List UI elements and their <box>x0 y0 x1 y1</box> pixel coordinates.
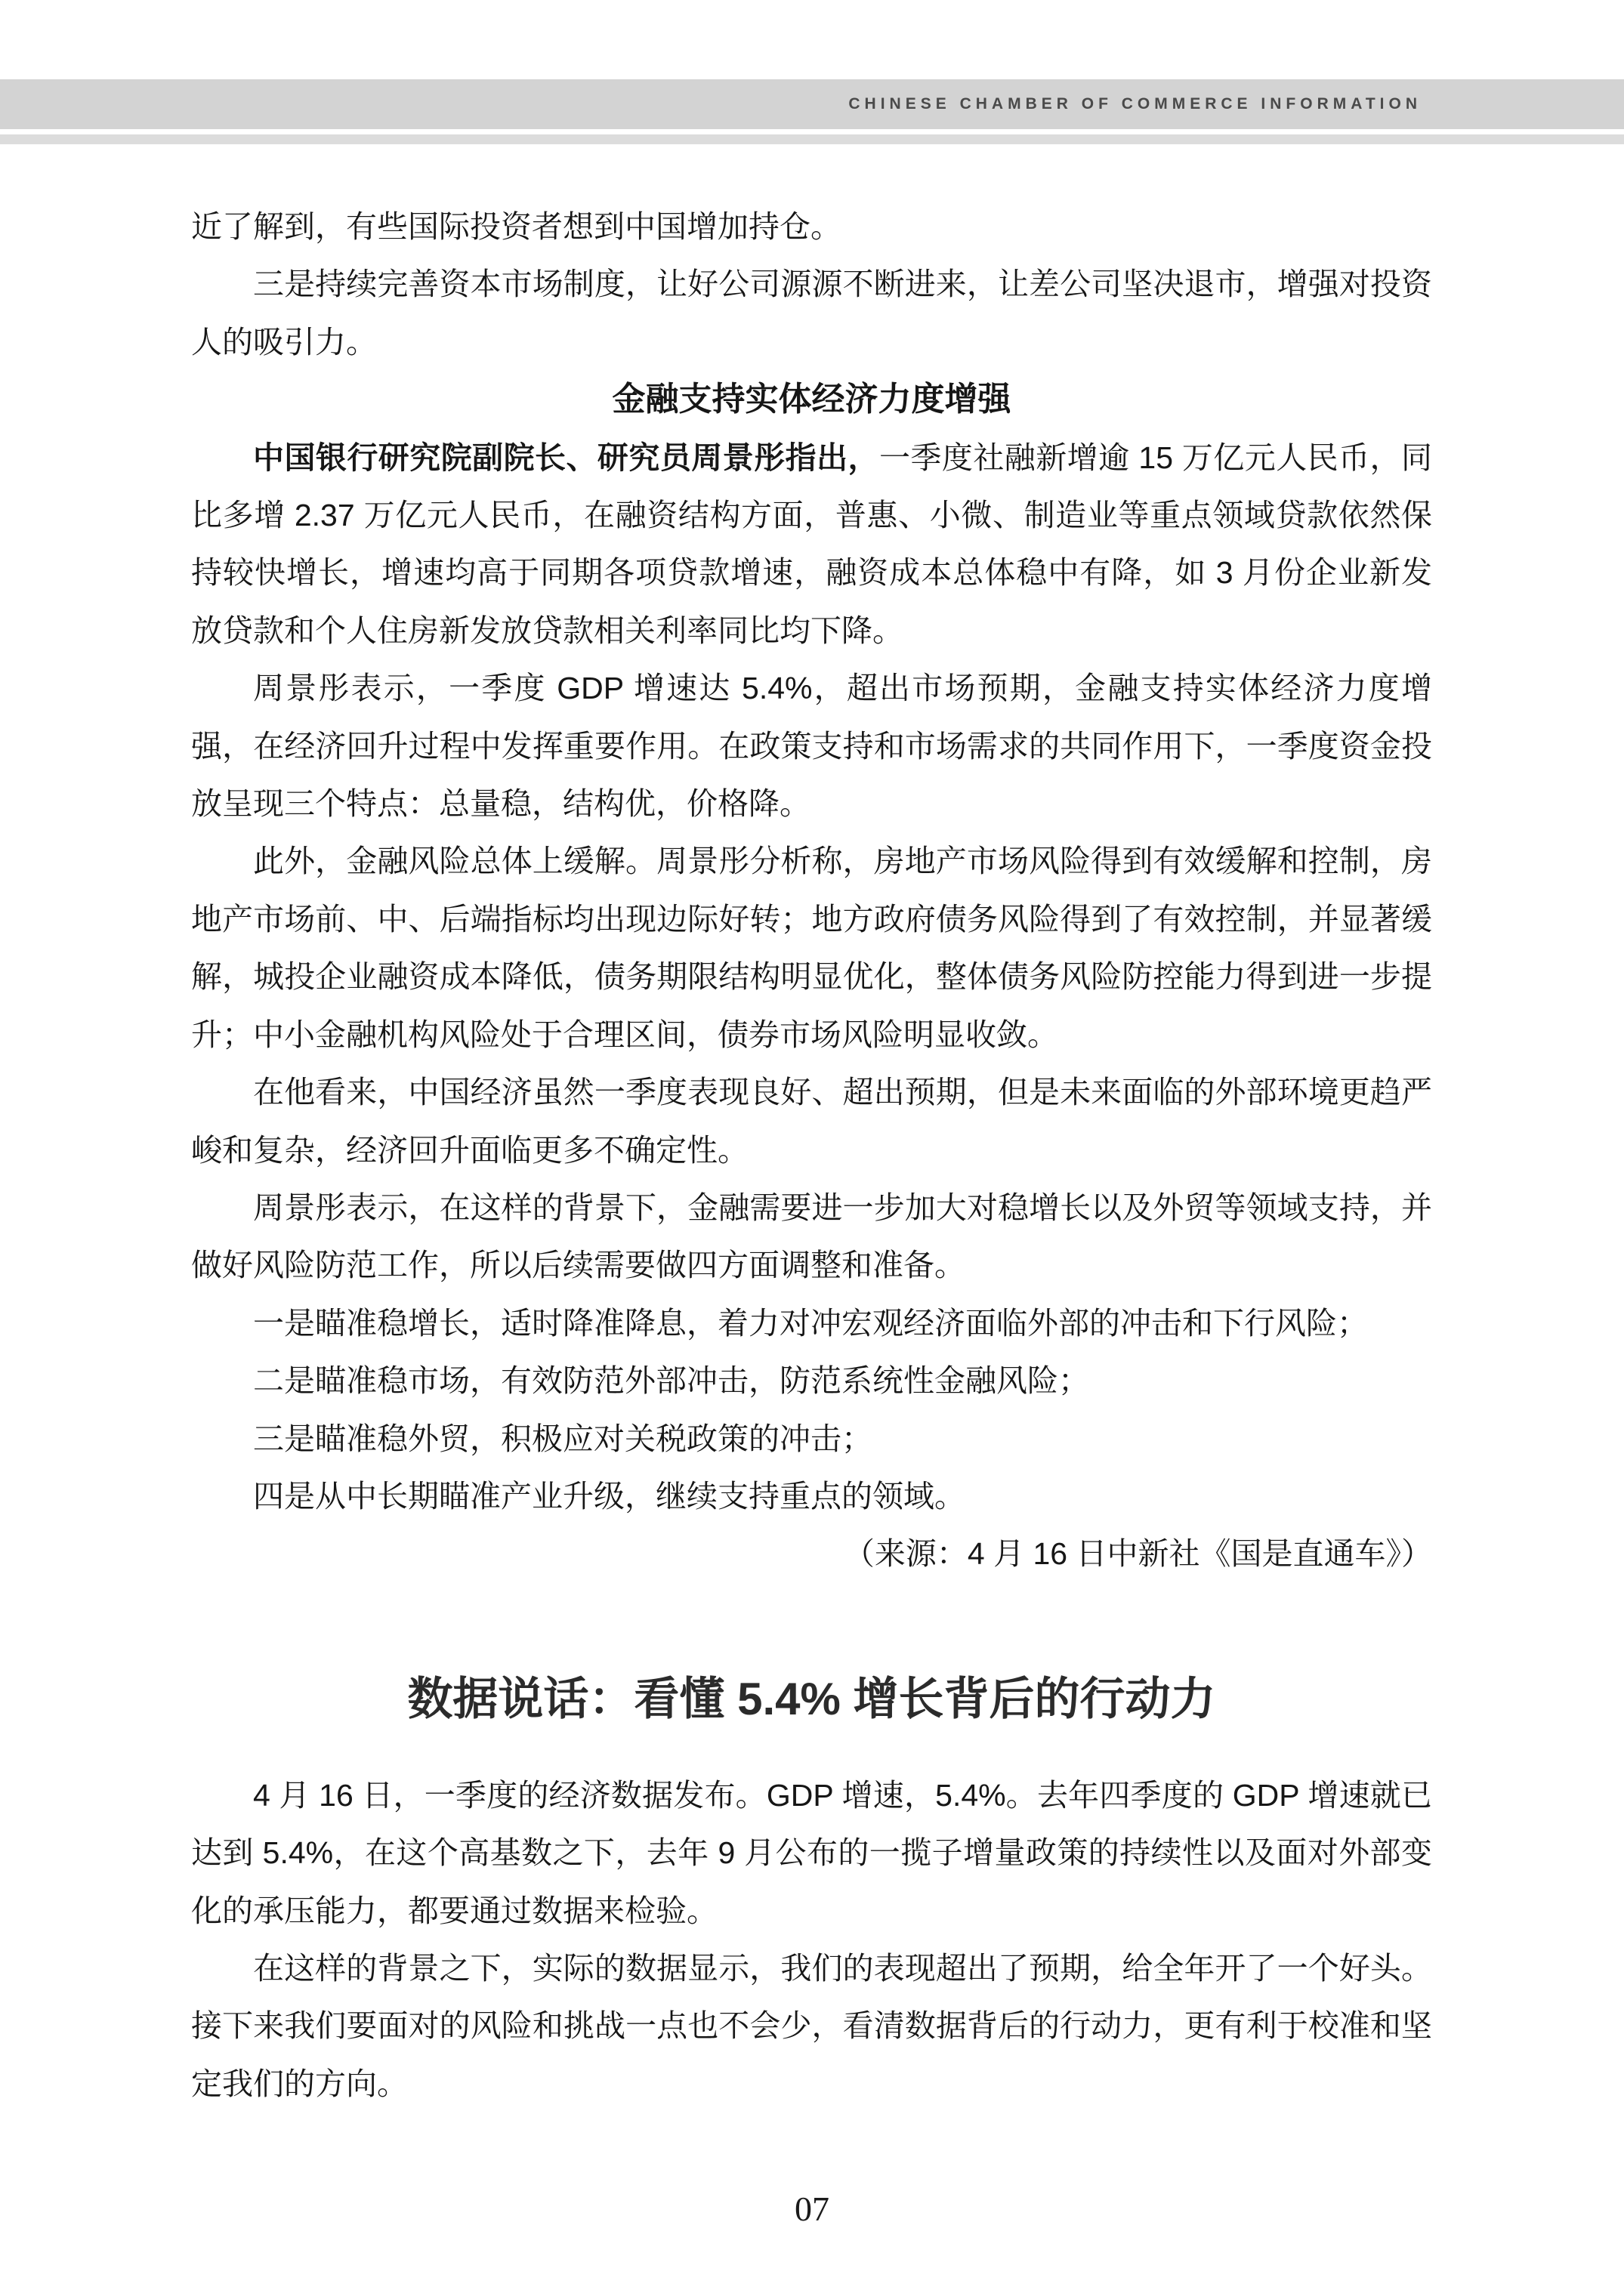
source-attribution: （来源：4 月 16 日中新社《国是直通车》） <box>843 1536 1432 1572</box>
paragraph: 近了解到，有些国际投资者想到中国增加持仓。 <box>191 209 841 244</box>
list-point-1: 一是瞄准稳增长，适时降准降息，着力对冲宏观经济面临外部的冲击和下行风险； <box>253 1305 1368 1341</box>
paragraph-text: 一季度社融新增逾 15 万亿元人民币，同比多增 2.37 万亿元人民币，在融资结构方面，普惠、小微、制造业等重点领域贷款依然保持较快增长，增速均高于同期各项贷款增速，融资成本总体稳中有降，如 3 月份企业新发放贷款和个人住房新发放贷款相关利率同比均下降。 <box>191 440 1433 648</box>
article-title: 数据说话：看懂 5.4% 增长背后的行动力 <box>407 1673 1216 1724</box>
list-point-3: 三是瞄准稳外贸，积极应对关税政策的冲击； <box>253 1421 872 1456</box>
section-heading: 金融支持实体经济力度增强 <box>612 381 1011 418</box>
header-band-underline <box>0 134 1624 144</box>
page-number: 07 <box>795 2190 829 2228</box>
paragraph: 周景彤表示，在这样的背景下，金融需要进一步加大对稳增长以及外贸等领域支持，并做好风险防范工作，所以后续需要做四方面调整和准备。 <box>191 1190 1432 1283</box>
paragraph: 在这样的背景之下，实际的数据显示，我们的表现超出了预期，给全年开了一个好头。接下来我们要面对的风险和挑战一点也不会少，看清数据背后的行动力，更有利于校准和坚定我们的方向。 <box>191 1950 1432 2101</box>
list-point-4: 四是从中长期瞄准产业升级，继续支持重点的领域。 <box>253 1478 965 1514</box>
paragraph: 三是持续完善资本市场制度，让好公司源源不断进来，让差公司坚决退市，增强对投资人的吸引力。 <box>191 267 1432 360</box>
header-band <box>0 79 1624 129</box>
list-point-2: 二是瞄准稳市场，有效防范外部冲击，防范系统性金融风险； <box>253 1363 1089 1399</box>
paragraph: 周景彤表示，一季度 GDP 增速达 5.4%，超出市场预期，金融支持实体经济力度增强，在经济回升过程中发挥重要作用。在政策支持和市场需求的共同作用下，一季度资金投放呈现三个特点：总量稳，结构优，价格降。 <box>191 671 1432 822</box>
paragraph <box>191 429 1432 660</box>
paragraph: 4 月 16 日，一季度的经济数据发布。GDP 增速，5.4%。去年四季度的 GDP 增速就已达到 5.4%，在这个高基数之下，去年 9 月公布的一揽子增量政策的持续性以及面对外部变化的承压能力，都要通过数据来检验。 <box>191 1777 1432 1928</box>
header-band-title: CHINESE CHAMBER OF COMMERCE INFORMATION <box>848 95 1422 113</box>
article-body-column <box>191 198 1432 2112</box>
paragraph: 此外，金融风险总体上缓解。周景彤分析称，房地产市场风险得到有效缓解和控制，房地产市场前、中、后端指标均出现边际好转；地方政府债务风险得到了有效控制，并显著缓解，城投企业融资成本降低，债务期限结构明显优化，整体债务风险防控能力得到进一步提升；中小金融机构风险处于合理区间，债券市场风险明显收敛。 <box>191 844 1432 1052</box>
paragraph: 在他看来，中国经济虽然一季度表现良好、超出预期，但是未来面临的外部环境更趋严峻和复杂，经济回升面临更多不确定性。 <box>191 1075 1432 1168</box>
paragraph-bold-lead: 中国银行研究院副院长、研究员周景彤指出， <box>253 440 879 475</box>
